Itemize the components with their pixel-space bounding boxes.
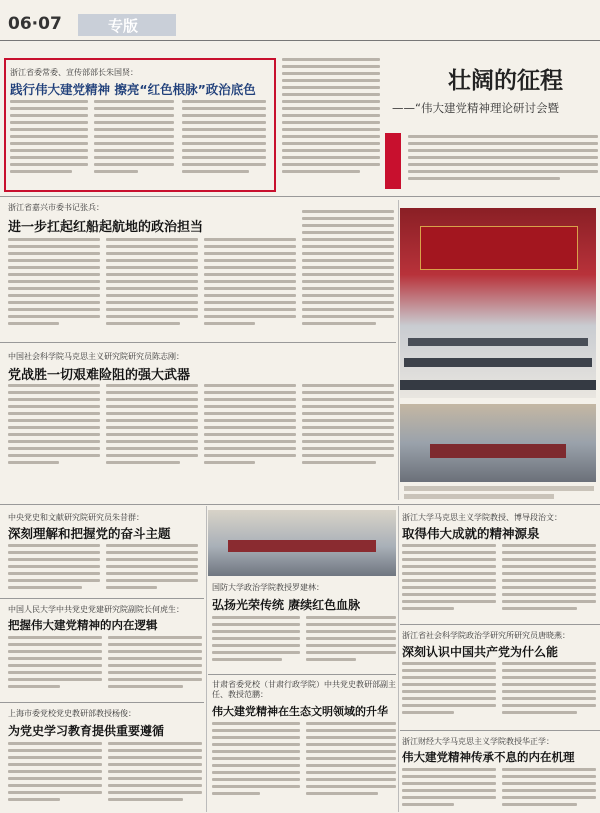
rule-2: [0, 342, 396, 343]
rule-4-left: [0, 598, 204, 599]
article-10-text-col2: [306, 722, 396, 810]
banner-title: 壮阔的征程: [448, 67, 563, 94]
head-table: [228, 540, 376, 552]
article-10-kicker: 甘肃省委党校（甘肃行政学院）中共党史教研部副主任、教授范鹏：: [212, 680, 396, 699]
article-11-text-col1: [402, 768, 496, 810]
rule-5-left: [0, 702, 204, 703]
photo-caption-1: [404, 486, 594, 491]
audience-row: [408, 338, 588, 346]
article-6-headline: 把握伟大建党精神的内在逻辑: [8, 618, 158, 632]
article-6-text-col2: [108, 636, 202, 696]
article-7-text-col1: [212, 616, 300, 670]
section-tag: 专版: [108, 17, 139, 35]
article-3-text-col3: [204, 384, 296, 480]
article-8-text-col1: [402, 662, 496, 724]
rule-5-mid: [208, 674, 396, 675]
article-1-kicker: 浙江省委常委、宣传部部长朱国贤：: [10, 68, 138, 77]
article-4-text-col1: [8, 544, 100, 592]
photo-caption-2: [404, 494, 554, 499]
conference-photo-3: [208, 510, 396, 576]
conference-photo-2: [400, 404, 596, 482]
banner-side-label-bg: [385, 133, 401, 189]
article-7-kicker: 国防大学政治学院教授罗建林：: [212, 583, 324, 592]
rule-6-right: [400, 730, 600, 731]
article-2-text-col4: [302, 210, 394, 336]
article-3-text-col1: [8, 384, 100, 480]
page-header: [0, 0, 600, 42]
banner-subtitle: ——“伟大建党精神理论研讨会暨: [392, 101, 559, 115]
stage-banner: [420, 226, 578, 270]
article-9-kicker: 上海市委党校党史教研部教授杨俊：: [8, 709, 136, 718]
article-11-text-col2: [502, 768, 596, 810]
article-11-headline: 伟大建党精神传承不息的内在机理: [402, 750, 575, 764]
speaker-table: [430, 444, 566, 458]
article-4-text-col2: [106, 544, 198, 592]
article-8-kicker: 浙江省社会科学院政治学研究所研究员唐晓燕：: [402, 631, 570, 640]
article-1-text-col1: [10, 100, 88, 182]
article-3-headline: 党战胜一切艰难险阻的强大武器: [8, 368, 191, 383]
article-5-kicker: 浙江大学马克思主义学院教授、博导段治文：: [402, 513, 562, 522]
article-9-text-col2: [108, 742, 202, 810]
upper-middle-text: [282, 58, 380, 188]
audience-row: [400, 380, 596, 390]
article-1-text-col2: [94, 100, 174, 182]
article-2-headline: 进一步扛起红船起航地的政治担当: [8, 220, 204, 235]
article-10-text-col1: [212, 722, 300, 810]
header-rule: [0, 40, 600, 41]
article-1-text-col3: [182, 100, 266, 182]
banner-intro-text: [408, 135, 598, 189]
article-3-kicker: 中国社会科学院马克思主义研究院研究员陈志刚：: [8, 352, 184, 361]
article-2-text-col3: [204, 238, 296, 336]
top-section-rule: [0, 196, 600, 197]
article-6-text-col1: [8, 636, 102, 696]
article-7-text-col2: [306, 616, 396, 670]
article-11-kicker: 浙江财经大学马克思主义学院教授华正学：: [402, 737, 554, 746]
article-2-kicker: 浙江省嘉兴市委书记张兵：: [8, 203, 104, 212]
page-number: 06·07: [8, 14, 62, 34]
article-1-headline: 践行伟大建党精神 擦亮“红色根脉”政治底色: [10, 82, 256, 97]
article-2-text-col1: [8, 238, 100, 336]
rule-3: [0, 504, 600, 505]
column-divider: [206, 506, 207, 812]
article-6-kicker: 中国人民大学中共党史党建研究院副院长何虎生：: [8, 605, 184, 614]
article-10-headline: 伟大建党精神在生态文明领域的升华: [212, 705, 388, 718]
article-5-text-col1: [402, 544, 496, 620]
rule-4-right: [400, 624, 600, 625]
article-9-headline: 为党史学习教育提供重要遵循: [8, 724, 165, 738]
article-3-text-col4: [302, 384, 394, 480]
article-8-headline: 深刻认识中国共产党为什么能: [402, 645, 559, 659]
article-2-text-col2: [106, 238, 198, 336]
column-divider: [398, 200, 399, 500]
audience-row: [404, 358, 592, 367]
column-divider: [398, 506, 399, 812]
article-5-headline: 取得伟大成就的精神源泉: [402, 526, 540, 541]
article-4-headline: 深刻理解和把握党的奋斗主题: [8, 526, 171, 541]
article-5-text-col2: [502, 544, 596, 620]
article-3-text-col2: [106, 384, 198, 480]
conference-photo-1: [400, 208, 596, 398]
article-9-text-col1: [8, 742, 102, 810]
article-8-text-col2: [502, 662, 596, 724]
article-4-kicker: 中央党史和文献研究院研究员朱昔群：: [8, 513, 144, 522]
article-7-headline: 弘扬光荣传统 赓续红色血脉: [212, 598, 361, 612]
